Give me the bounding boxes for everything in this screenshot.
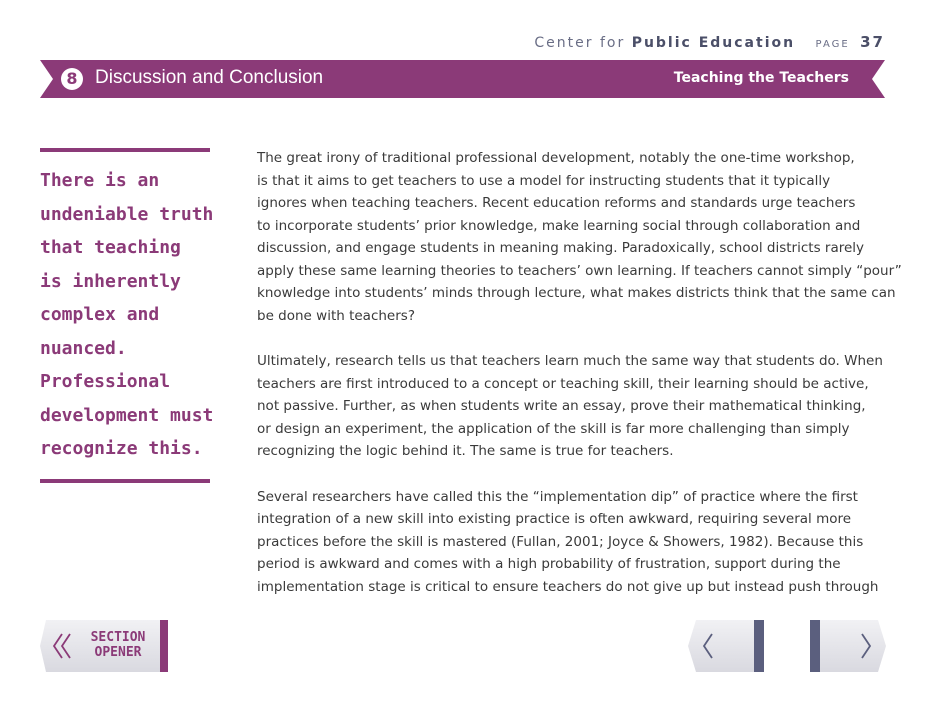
pull-quote-line: complex and [40,304,160,325]
pull-quote-line: undeniable truth [40,203,214,225]
text-line: not passive. Further, as when students write an essay, prove their mathematical thinking, [257,398,866,414]
text-line: Several researchers have called this the “implementation dip” of practice where the first [257,488,858,505]
section-opener-label-line1: SECTION [90,630,146,645]
section-opener-label-line2: OPENER [94,645,142,660]
next-page-button[interactable] [810,620,886,672]
text-line: discussion, and engage students in meaning making. Paradoxically, school districts rarely [257,240,865,256]
pull-quote-line: is inherently [40,270,181,292]
text-line: Ultimately, research tells us that teachers learn much the same way that students do. When [257,353,883,369]
section-banner [40,60,885,98]
text-line: recognizing the logic behind it. The same is true for teachers. [257,443,674,459]
section-subtitle: Teaching the Teachers [673,70,849,86]
pull-quote-line: Professional [40,371,171,392]
running-head [534,33,885,51]
pull-quote-line: that teaching [40,237,181,258]
text-line: to incorporate students’ prior knowledge, make learning social through collaboration and [257,217,861,234]
pull-quote-top-rule [40,148,210,152]
publisher-name: Public Education [631,35,796,51]
pull-quote-line: nuanced. [40,337,127,359]
section-opener-button[interactable] [40,620,168,672]
paragraph-3 [257,486,887,599]
text-line: period is awkward and comes with a high probability of frustration, support during the [257,556,841,572]
page-label: PAGE [815,39,850,50]
text-line: teachers are first introduced to a concept or teaching skill, their learning should be active, [257,375,869,392]
pull-quote-line: recognize this. [40,438,203,459]
paragraph-2 [257,350,887,463]
previous-page-button[interactable] [688,620,764,672]
pull-quote-line: development must [40,404,214,426]
paragraph-1 [257,147,902,327]
next-page-shape [810,620,886,672]
previous-page-shape [688,620,764,672]
text-line: knowledge into students’ minds through lecture, what makes districts think that the same can [257,285,896,301]
text-line: be done with teachers? [257,307,415,324]
text-line: is that it aims to get teachers to use a model for instructing students that it typically [257,172,831,189]
pull-quote [40,148,214,483]
text-line: or design an experiment, the application of the skill is far more challenging than simply [257,420,850,437]
text-line: ignores when teaching teachers. Recent education reforms and standards urge teachers [257,195,856,211]
section-number-badge: 8 [61,68,83,90]
text-line: The great irony of traditional professional development, notably the one-time workshop, [257,150,855,166]
publisher-prefix: Center for [534,35,626,51]
pull-quote-text [40,164,214,466]
text-line: implementation stage is critical to ensure teachers do not give up but instead push through [257,578,879,595]
page-number: 37 [860,33,885,51]
text-line: apply these same learning theories to teachers’ own learning. If teachers cannot simply “pour” [257,262,902,279]
article-body [257,147,902,621]
section-opener-label [78,630,158,660]
text-line: practices before the skill is mastered (Fullan, 2001; Joyce & Showers, 1982). Because this [257,533,864,550]
section-title: Discussion and Conclusion [95,67,324,88]
pull-quote-bottom-rule [40,479,210,483]
pull-quote-line: There is an [40,170,160,191]
text-line: integration of a new skill into existing practice is often awkward, requiring several more [257,511,852,527]
